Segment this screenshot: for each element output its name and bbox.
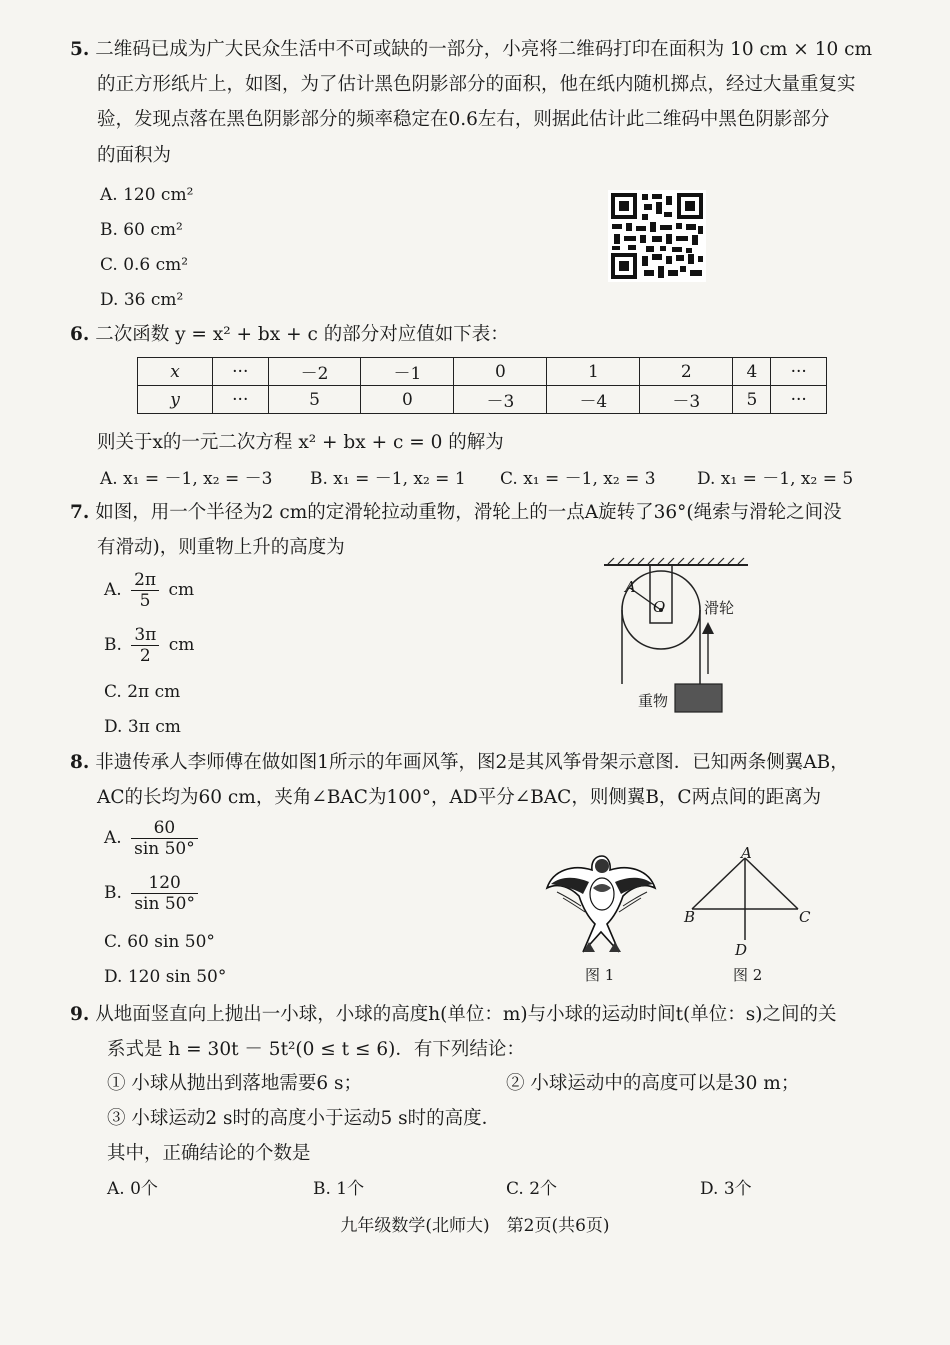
ceiling-hatching (608, 558, 744, 564)
table-cell: 0 (361, 386, 454, 414)
fraction-denominator: sin 50° (134, 894, 195, 914)
q7-option-c-text: 2π cm (127, 682, 181, 702)
q9-text-1: 从地面竖直向上抛出一小球，小球的高度h(单位：m)与小球的运动时间t(单位：s)之间的关 (95, 1004, 837, 1025)
q7-option-d-label: D. (104, 717, 123, 737)
q9-line-2: 系式是 h = 30t － 5t²(0 ≤ t ≤ 6)．有下列结论： (107, 1039, 525, 1060)
q5-option-c: C. 0.6 cm² (100, 255, 189, 275)
q6-option-c: C. x₁ = －1, x₂ = 3 (500, 469, 656, 489)
q8-option-c (104, 930, 215, 954)
fraction-denominator: sin 50° (134, 839, 195, 859)
q6-option-b: B. x₁ = －1, x₂ = 1 (310, 469, 466, 489)
q8-option-d-text: 120 sin 50° (127, 967, 227, 987)
table-row-x (138, 358, 827, 386)
table-cell: －3 (640, 386, 733, 414)
q9-option-a: A. 0个 (107, 1179, 158, 1199)
table-cell: ··· (771, 358, 827, 386)
q5-number: 5. (70, 39, 90, 60)
figure-2-caption: 图 2 (733, 966, 763, 984)
segment-ac (745, 858, 798, 909)
table-cell: ··· (771, 386, 827, 414)
q8-number: 8. (70, 752, 90, 773)
q6-option-a: A. x₁ = －1, x₂ = －3 (100, 469, 273, 489)
q7-option-d-text: 3π cm (127, 717, 181, 737)
table-cell: y (138, 386, 213, 414)
pulley-center-label: O (653, 598, 666, 616)
q8-option-b (104, 873, 202, 914)
q9-ask: 其中，正确结论的个数是 (107, 1143, 311, 1164)
q6-stem: 二次函数 y = x² + bx + c 的部分对应值如下表： (95, 324, 509, 345)
q5-line-2: 的正方形纸片上，如图，为了估计黑色阴影部分的面积，他在纸内随机掷点，经过大量重复实 (97, 74, 856, 95)
table-cell: ··· (213, 386, 269, 414)
weight-label: 重物 (638, 692, 669, 710)
q6-line-1 (70, 322, 509, 348)
table-cell: －4 (547, 386, 640, 414)
q9-option-b: B. 1个 (313, 1179, 365, 1199)
kite-head (595, 859, 609, 873)
qr-code-image (608, 190, 706, 282)
q7-number: 7. (70, 502, 90, 523)
q9-line-1 (70, 1002, 836, 1028)
table-cell: －2 (268, 358, 361, 386)
pulley-diagram (598, 556, 758, 718)
segment-ab (692, 858, 745, 909)
page-footer: 九年级数学(北师大) 第2页(共6页) (340, 1216, 610, 1236)
q9-conclusion-3: ③ 小球运动2 s时的高度小于运动5 s时的高度． (107, 1108, 501, 1129)
q7-option-a-unit: cm (168, 580, 195, 600)
q7-option-b-unit: cm (168, 635, 195, 655)
q7-option-a (104, 570, 194, 611)
q7-line-2: 有滑动)，则重物上升的高度为 (97, 537, 345, 558)
q8-line-1 (70, 750, 849, 776)
q7-option-a-fraction (131, 570, 159, 611)
q8-option-c-text: 60 sin 50° (127, 932, 215, 952)
q6-number: 6. (70, 324, 90, 345)
q8-option-c-label: C. (104, 932, 122, 952)
table-cell: 4 (733, 358, 771, 386)
q7-option-b-label: B. (104, 635, 122, 655)
q5-line-4: 的面积为 (97, 145, 172, 166)
point-b-label: B (684, 908, 696, 926)
q8-option-b-fraction (131, 873, 198, 914)
point-c-label: C (799, 908, 811, 926)
q6-value-table (137, 357, 827, 414)
q9-conclusion-2: ② 小球运动中的高度可以是30 m； (506, 1073, 800, 1094)
q7-line-1 (70, 500, 842, 526)
table-row-y (138, 386, 827, 414)
table-cell: 5 (268, 386, 361, 414)
table-cell: x (138, 358, 213, 386)
table-cell: 0 (454, 358, 547, 386)
pulley-point-a-label: A (625, 578, 636, 596)
fraction-numerator: 3π (131, 625, 159, 646)
kite-body (590, 878, 614, 910)
q8-option-b-label: B. (104, 883, 122, 903)
table-cell: ··· (213, 358, 269, 386)
q8-option-a-fraction (131, 818, 198, 859)
q9-option-c: C. 2个 (506, 1179, 558, 1199)
q8-option-a-label: A. (104, 828, 122, 848)
q5-text-1: 二维码已成为广大民众生活中不可或缺的一部分，小亮将二维码打印在面积为 10 cm × 10 cm (95, 39, 873, 60)
q8-option-d (104, 965, 226, 989)
figure-1-caption: 图 1 (585, 966, 615, 984)
q7-option-b-fraction (131, 625, 159, 666)
q7-option-c (104, 680, 180, 704)
q9-option-d: D. 3个 (700, 1179, 752, 1199)
q7-option-b (104, 625, 194, 666)
q8-option-d-label: D. (104, 967, 123, 987)
q5-option-a: A. 120 cm² (100, 185, 194, 205)
q8-line-2: AC的长均为60 cm，夹角∠BAC为100°，AD平分∠BAC，则侧翼B，C两点间的距离为 (97, 787, 822, 808)
q7-option-a-label: A. (104, 580, 122, 600)
q9-number: 9. (70, 1004, 90, 1025)
q7-option-c-label: C. (104, 682, 122, 702)
table-cell: 1 (547, 358, 640, 386)
q5-option-b: B. 60 cm² (100, 220, 183, 240)
point-d-label: D (735, 941, 748, 959)
q5-line-1 (70, 37, 872, 63)
fraction-numerator: 2π (131, 570, 159, 591)
q5-line-3: 验，发现点落在黑色阴影部分的频率稳定在0.6左右，则据此估计此二维码中黑色阴影部分 (97, 109, 830, 130)
table-cell: 5 (733, 386, 771, 414)
q6-option-d: D. x₁ = －1, x₂ = 5 (697, 469, 854, 489)
kite-image (543, 848, 661, 960)
up-arrow-icon (702, 622, 714, 634)
table-cell: 2 (640, 358, 733, 386)
weight-block (675, 684, 722, 712)
pulley-label: 滑轮 (704, 599, 735, 617)
fraction-numerator: 120 (131, 873, 198, 894)
q7-option-d (104, 715, 181, 739)
q9-conclusion-1: ① 小球从抛出到落地需要6 s； (107, 1073, 363, 1094)
q6-question: 则关于x的一元二次方程 x² + bx + c = 0 的解为 (97, 432, 504, 453)
q5-option-d: D. 36 cm² (100, 290, 184, 310)
point-a-label: A (741, 844, 752, 862)
table-cell: －1 (361, 358, 454, 386)
q8-text-1: 非遗传承人李师傅在做如图1所示的年画风筝，图2是其风筝骨架示意图．已知两条侧翼AB， (95, 752, 849, 773)
table-cell: －3 (454, 386, 547, 414)
q7-text-1: 如图，用一个半径为2 cm的定滑轮拉动重物，滑轮上的一点A旋转了36°(绳索与滑轮之间没 (95, 502, 842, 523)
fraction-denominator: 2 (139, 646, 151, 666)
fraction-denominator: 5 (139, 591, 151, 611)
fraction-numerator: 60 (131, 818, 198, 839)
q8-option-a (104, 818, 202, 859)
